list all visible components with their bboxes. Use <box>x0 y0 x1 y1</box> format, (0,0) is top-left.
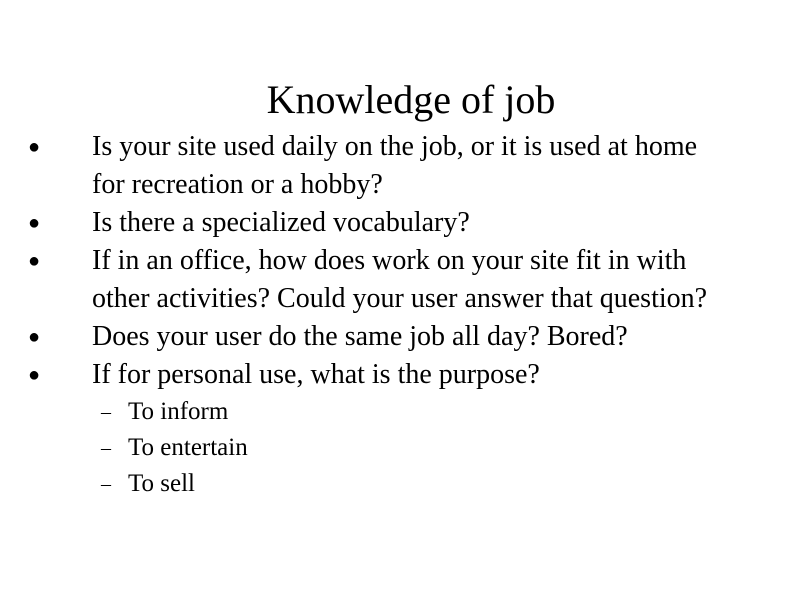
bullet-text: Does your user do the same job all day? Bored? <box>92 321 628 352</box>
dash-icon: – <box>101 401 111 423</box>
dash-icon: – <box>101 437 111 459</box>
sub-bullet-list <box>0 394 732 502</box>
bullet-icon: ● <box>28 326 41 348</box>
sub-bullet-group <box>0 394 732 502</box>
bullet-item <box>0 356 732 394</box>
bullet-text: If in an office, how does work on your site fit in with other activities? Could your user answer that question? <box>92 245 708 314</box>
slide-title: Knowledge of job <box>266 77 556 122</box>
bullet-item <box>0 128 732 204</box>
bullet-text: If for personal use, what is the purpose? <box>92 359 540 390</box>
sub-bullet-item <box>0 430 732 466</box>
bullet-icon: ● <box>28 212 41 234</box>
dash-icon: – <box>101 473 111 495</box>
bullet-icon: ● <box>28 364 41 386</box>
bullet-item <box>0 242 732 318</box>
sub-bullet-text: To inform <box>128 398 229 425</box>
bullet-icon: ● <box>28 136 41 158</box>
bullet-icon: ● <box>28 250 41 272</box>
bullet-item <box>0 204 732 242</box>
bullet-list <box>0 128 732 502</box>
sub-bullet-item <box>0 394 732 430</box>
bullet-item <box>0 318 732 356</box>
bullet-text: Is your site used daily on the job, or it is used at home for recreation or a hobby? <box>92 131 698 200</box>
sub-bullet-text: To entertain <box>128 434 248 461</box>
sub-bullet-item <box>0 466 732 502</box>
bullet-text: Is there a specialized vocabulary? <box>92 207 470 238</box>
sub-bullet-text: To sell <box>128 470 195 497</box>
